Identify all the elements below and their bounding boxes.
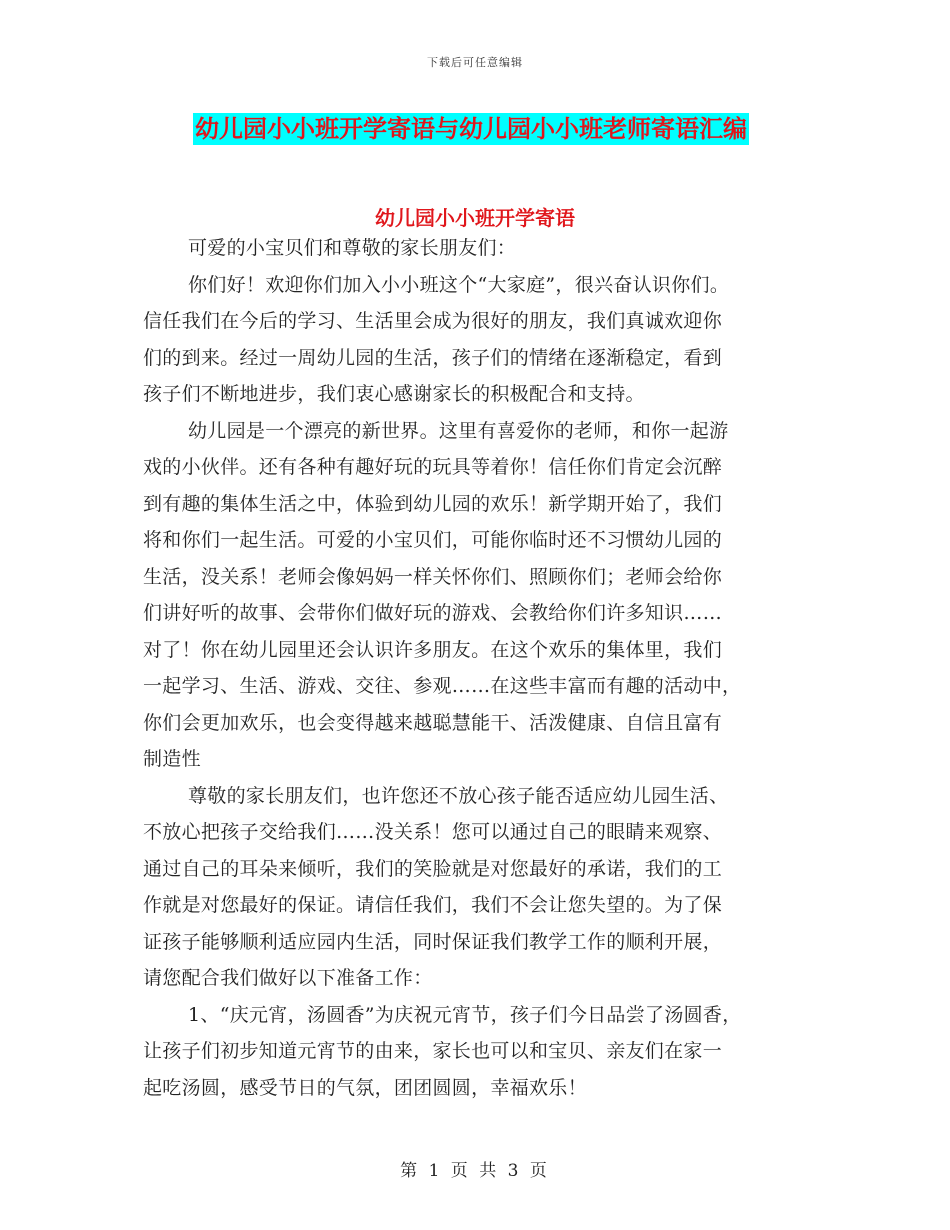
- text-line: 戏的小伙伴。还有各种有趣好玩的玩具等着你！信任你们肯定会沉醉: [143, 456, 723, 478]
- text-line: 证孩子能够顺利适应园内生活，同时保证我们教学工作的顺利开展，: [143, 930, 723, 953]
- text-line: 对了！你在幼儿园里还会认识许多朋友。在这个欢乐的集体里，我们: [143, 638, 723, 661]
- text-line: 信任我们在今后的学习、生活里会成为很好的朋友，我们真诚欢迎你: [143, 310, 723, 332]
- text-line: 作就是对您最好的保证。请信任我们，我们不会让您失望的。为了保: [143, 894, 723, 916]
- text-line: 尊敬的家长朋友们，也许您还不放心孩子能否适应幼儿园生活、: [188, 784, 729, 807]
- page-header-note: 下载后可任意编辑: [427, 56, 523, 69]
- paragraph-greeting: [143, 230, 843, 267]
- text-line: 请您配合我们做好以下准备工作：: [143, 967, 433, 989]
- text-line: 孩子们不断地进步，我们衷心感谢家长的积极配合和支持。: [143, 383, 645, 405]
- page-number-indicator: 第 1 页 共 3 页: [400, 1161, 550, 1181]
- document-title: 幼儿园小小班开学寄语与幼儿园小小班老师寄语汇编: [195, 114, 747, 143]
- text-line: 们讲好听的故事、会带你们做好玩的游戏、会教给你们许多知识……: [143, 602, 723, 624]
- section-title: 幼儿园小小班开学寄语: [375, 206, 575, 230]
- text-line: 到有趣的集体生活之中，体验到幼儿园的欢乐！新学期开始了，我们: [143, 492, 723, 515]
- text-line: 幼儿园是一个漂亮的新世界。这里有喜爱你的老师，和你一起游: [188, 419, 729, 442]
- text-line: 通过自己的耳朵来倾听，我们的笑脸就是对您最好的承诺，我们的工: [143, 857, 723, 880]
- paragraph-kindergarten-world: [143, 413, 843, 778]
- text-line: 制造性: [143, 748, 201, 770]
- paragraph-parents: [143, 778, 843, 997]
- text-line: 1、“庆元宵，汤圆香”为庆祝元宵节，孩子们今日品尝了汤圆香，: [188, 1003, 742, 1026]
- text-line: 让孩子们初步知道元宵节的由来，家长也可以和宝贝、亲友们在家一: [143, 1040, 723, 1062]
- text-line: 生活，没关系！老师会像妈妈一样关怀你们、照顾你们；老师会给你: [143, 565, 723, 588]
- text-line: 一起学习、生活、游戏、交往、参观……在这些丰富而有趣的活动中，: [143, 675, 742, 697]
- text-line: 不放心把孩子交给我们……没关系！您可以通过自己的眼睛来观察、: [143, 821, 723, 843]
- paragraph-welcome: [143, 267, 843, 413]
- text-line: 你们好！欢迎你们加入小小班这个“大家庭”，很兴奋认识你们。: [188, 273, 730, 296]
- text-line: 起吃汤圆，感受节日的气氛，团团圆圆，幸福欢乐！: [143, 1076, 587, 1099]
- text-line: 可爱的小宝贝们和尊敬的家长朋友们：: [188, 237, 517, 259]
- text-line: 将和你们一起生活。可爱的小宝贝们，可能你临时还不习惯幼儿园的: [143, 529, 723, 551]
- text-line: 你们会更加欢乐，也会变得越来越聪慧能干、活泼健康、自信且富有: [143, 711, 723, 734]
- text-line: 们的到来。经过一周幼儿园的生活，孩子们的情绪在逐渐稳定，看到: [143, 346, 723, 369]
- document-body: [143, 230, 843, 1106]
- paragraph-lantern-festival: [143, 997, 843, 1107]
